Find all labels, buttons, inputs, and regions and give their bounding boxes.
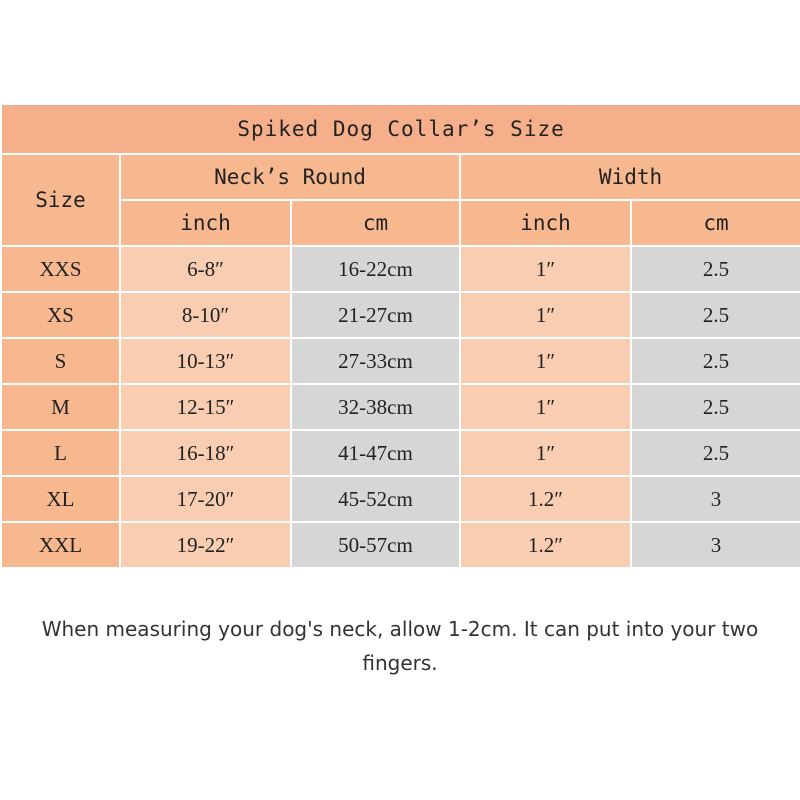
- width-header: Width: [460, 154, 800, 200]
- table-title: Spiked Dog Collar’s Size: [1, 104, 800, 154]
- measuring-note: [0, 612, 800, 680]
- size-cell: XXS: [1, 246, 120, 292]
- neck-inch-cell: 16-18″: [120, 430, 291, 476]
- size-cell: S: [1, 338, 120, 384]
- width-cm-cell: 2.5: [631, 430, 800, 476]
- group-header-row: [1, 154, 800, 200]
- title-row: [1, 104, 800, 154]
- table-row: [1, 292, 800, 338]
- neck-cm-cell: 32-38cm: [291, 384, 460, 430]
- neck-cm-cell: 27-33cm: [291, 338, 460, 384]
- neck-inch-cell: 8-10″: [120, 292, 291, 338]
- width-inch-cell: 1.2″: [460, 476, 631, 522]
- subheader-row: [1, 200, 800, 246]
- measuring-note-text: When measuring your dog's neck, allow 1-2cm. It can put into your two fingers.: [41, 617, 759, 675]
- size-cell: L: [1, 430, 120, 476]
- table-row: [1, 338, 800, 384]
- width-inch-cell: 1.2″: [460, 522, 631, 568]
- size-cell: M: [1, 384, 120, 430]
- table-row: [1, 246, 800, 292]
- neck-inch-cell: 19-22″: [120, 522, 291, 568]
- width-inch-cell: 1″: [460, 430, 631, 476]
- neck-cm-cell: 50-57cm: [291, 522, 460, 568]
- neck-cm-header: cm: [291, 200, 460, 246]
- table-row: [1, 522, 800, 568]
- table-row: [1, 476, 800, 522]
- neck-inch-cell: 17-20″: [120, 476, 291, 522]
- size-cell: XXL: [1, 522, 120, 568]
- width-cm-cell: 2.5: [631, 246, 800, 292]
- size-column-header: Size: [1, 154, 120, 246]
- width-cm-cell: 3: [631, 476, 800, 522]
- width-inch-cell: 1″: [460, 338, 631, 384]
- width-cm-cell: 2.5: [631, 292, 800, 338]
- neck-cm-cell: 16-22cm: [291, 246, 460, 292]
- neck-inch-cell: 12-15″: [120, 384, 291, 430]
- neck-inch-header: inch: [120, 200, 291, 246]
- width-cm-cell: 2.5: [631, 384, 800, 430]
- neck-inch-cell: 10-13″: [120, 338, 291, 384]
- width-cm-cell: 2.5: [631, 338, 800, 384]
- neck-cm-cell: 45-52cm: [291, 476, 460, 522]
- width-cm-header: cm: [631, 200, 800, 246]
- neck-inch-cell: 6-8″: [120, 246, 291, 292]
- size-cell: XL: [1, 476, 120, 522]
- table-row: [1, 384, 800, 430]
- size-chart-table: [0, 103, 800, 569]
- neck-cm-cell: 41-47cm: [291, 430, 460, 476]
- width-inch-cell: 1″: [460, 384, 631, 430]
- width-cm-cell: 3: [631, 522, 800, 568]
- width-inch-cell: 1″: [460, 246, 631, 292]
- neck-round-header: Neck’s Round: [120, 154, 460, 200]
- width-inch-header: inch: [460, 200, 631, 246]
- table-row: [1, 430, 800, 476]
- width-inch-cell: 1″: [460, 292, 631, 338]
- neck-cm-cell: 21-27cm: [291, 292, 460, 338]
- size-cell: XS: [1, 292, 120, 338]
